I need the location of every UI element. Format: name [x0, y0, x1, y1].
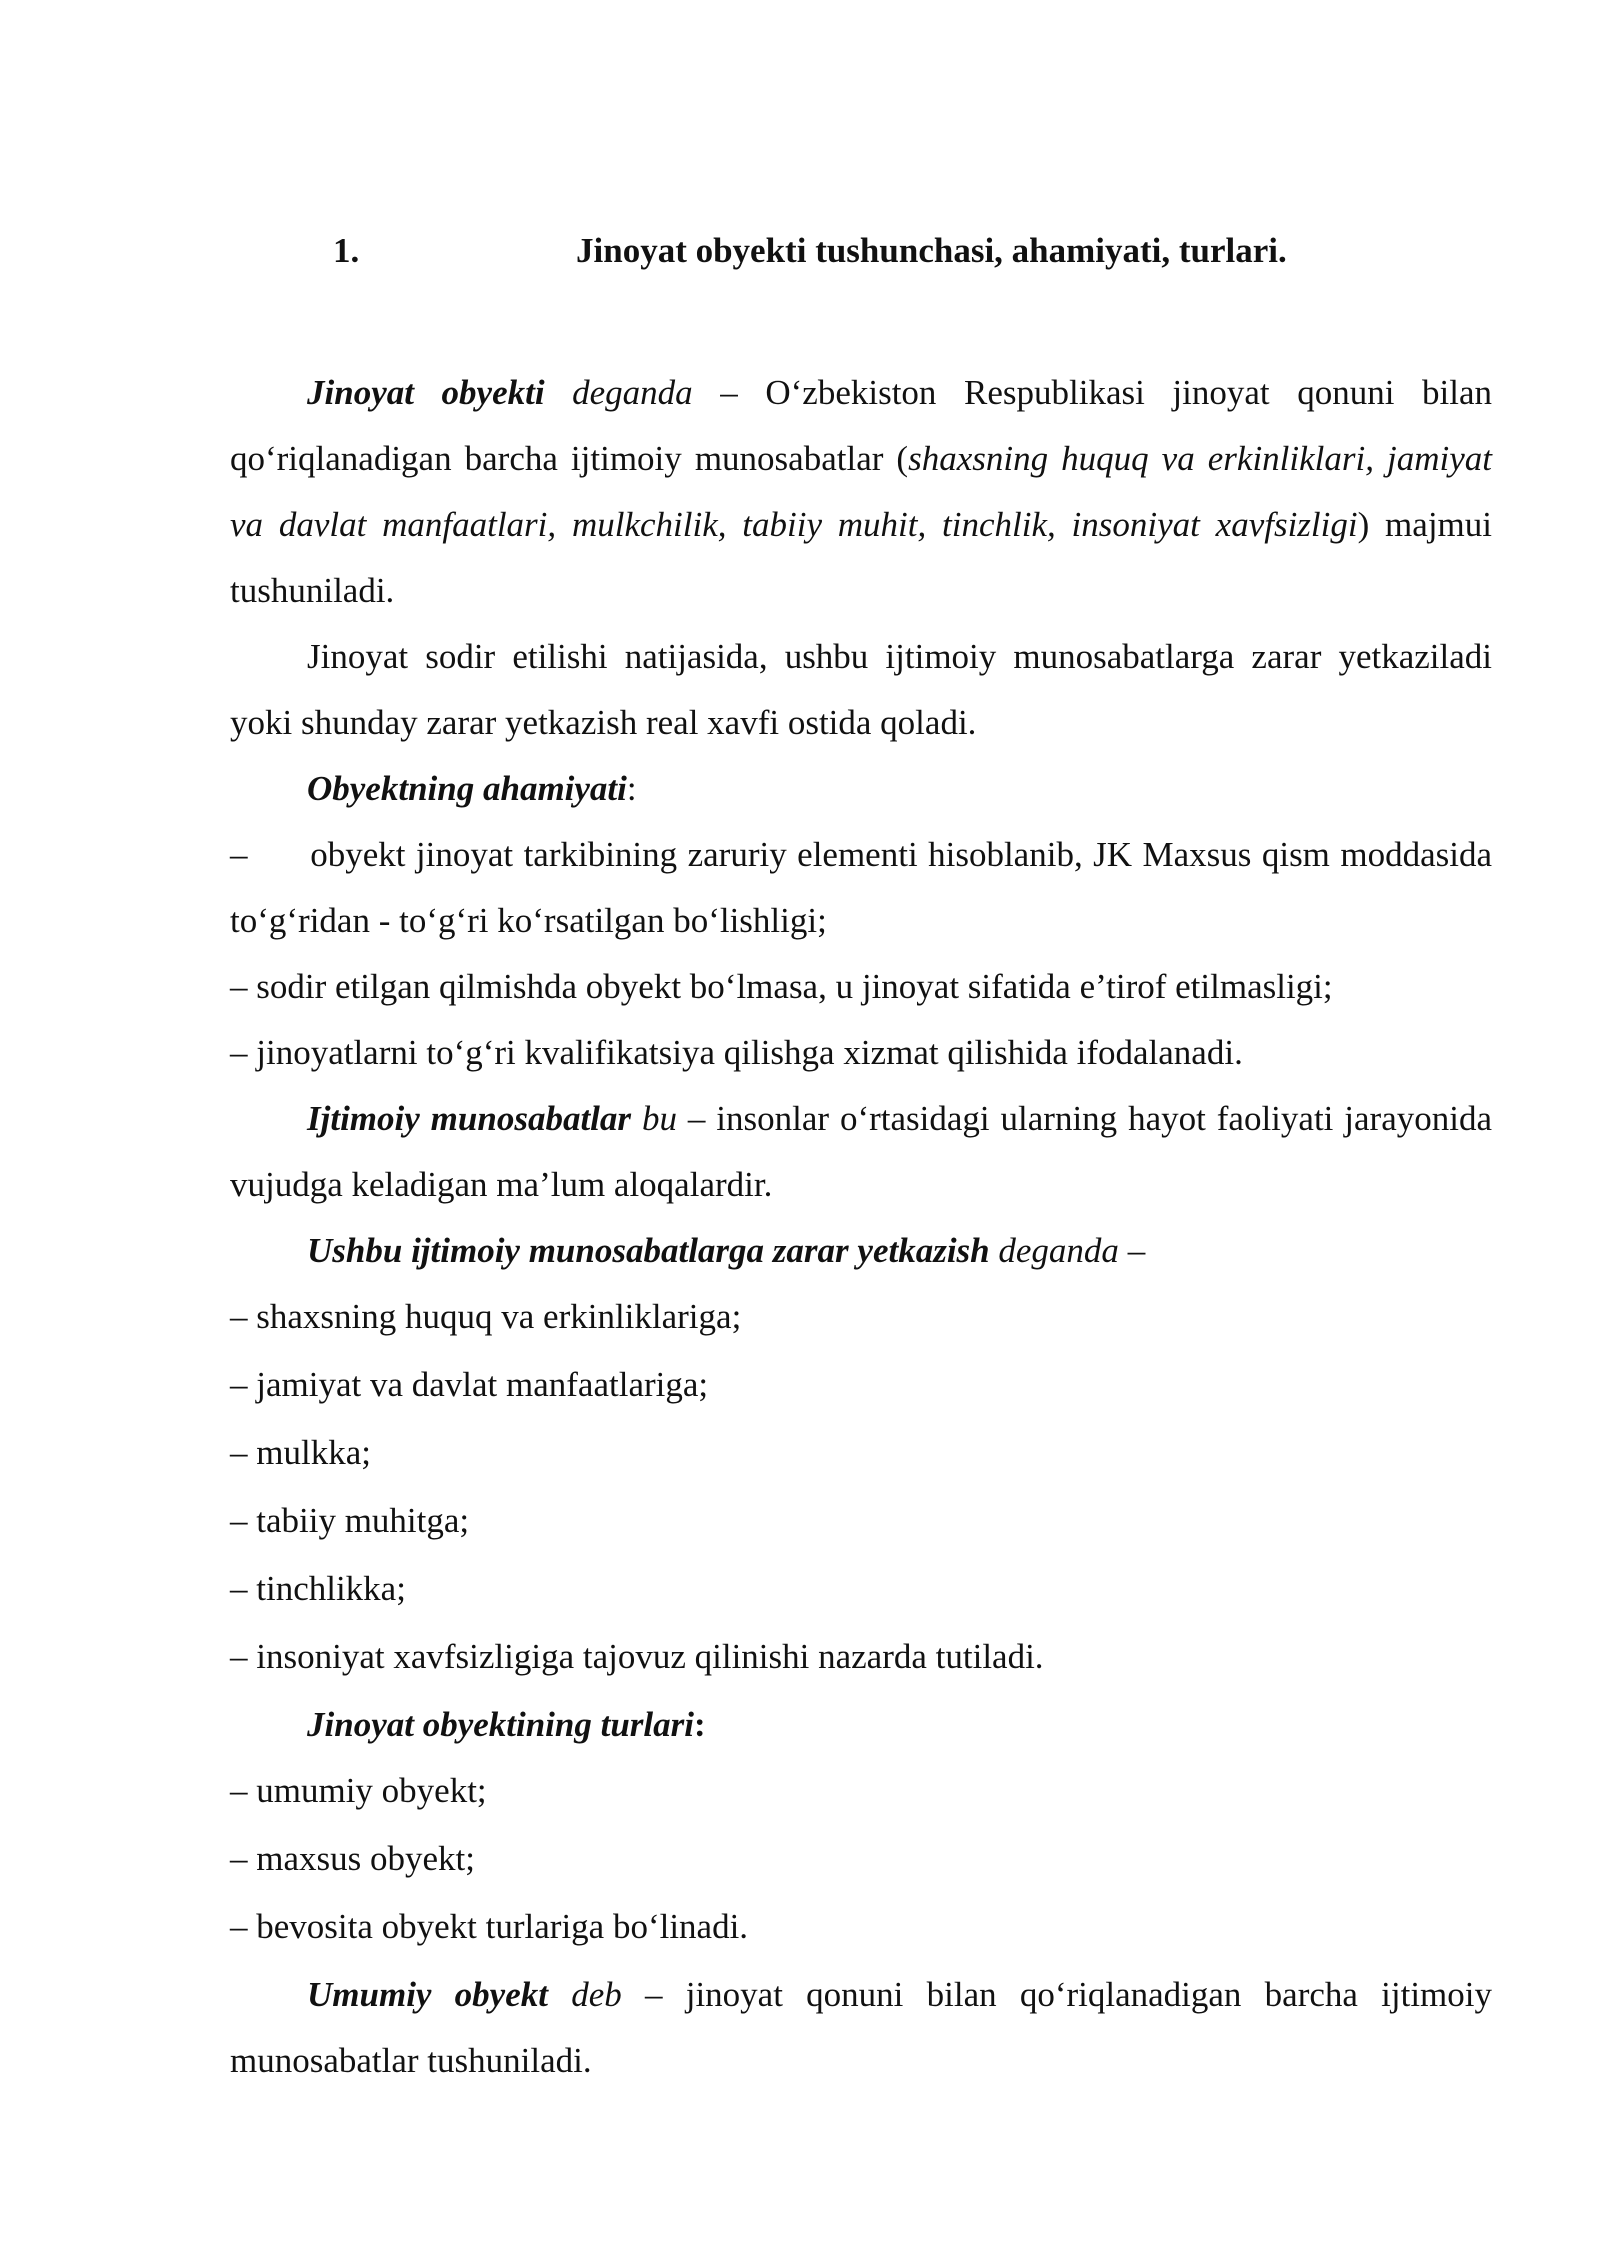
significance-heading-text: Obyektning ahamiyati [307, 769, 627, 808]
relations-term: Ijtimoiy munosabatlar [307, 1099, 632, 1138]
types-list-item: – bevosita obyekt turlariga bo‘linadi. [230, 1907, 749, 1946]
harm-term-suffix: deganda [989, 1231, 1119, 1270]
types-list-item: – maxsus obyekt; [230, 1839, 475, 1878]
harm-list-item: – tinchlikka; [230, 1569, 406, 1608]
definition-text-end: ) majmui tushuniladi. [230, 505, 1492, 610]
consequence-paragraph: Jinoyat sodir etilishi natijasida, ushbu ijtimoiy munosabatlarga zarar yetkaziladi yoki shunday zarar yetkazish real xavfi ostida qoladi. [230, 637, 1492, 742]
types-heading [230, 1692, 1492, 1758]
section-number: 1. [333, 231, 360, 270]
harm-list-item: – mulkka; [230, 1433, 371, 1472]
harm-list-item: – jamiyat va davlat manfaatlariga; [230, 1365, 709, 1404]
significance-item: – sodir etilgan qilmishda obyekt bo‘lmasa, u jinoyat sifatida e’tirof etilmasligi; [230, 967, 1333, 1006]
relations-text: – insonlar o‘rtasidagi ularning hayot faoliyati jarayonida vujudga keladigan ma’lum aloqalardir. [230, 1099, 1493, 1204]
general-object-text: – jinoyat qonuni bilan qo‘riqlanadigan barcha ijtimoiy munosabatlar tushuniladi. [230, 1975, 1492, 2080]
harm-dash: – [1118, 1231, 1146, 1270]
general-object-term: Umumiy obyekt [307, 1975, 548, 2014]
section-title: Jinoyat obyekti tushunchasi, ahamiyati, turlari. [576, 231, 1287, 270]
general-object-term-suffix: deb [547, 1975, 622, 2014]
harm-list-item: – shaxsning huquq va erkinliklariga; [230, 1297, 742, 1336]
types-list-item: – umumiy obyekt; [230, 1771, 487, 1810]
general-object-paragraph [230, 1962, 1492, 2094]
relations-term-suffix: bu [631, 1099, 677, 1138]
definition-text-start: – O‘zbekiston Respublikasi jinoyat qonuni bilan qo‘riqlanadigan barcha ijtimoiy munosabatlar ( [230, 373, 1493, 478]
harm-list-item: – insoniyat xavfsizligiga tajovuz qilinishi nazarda tutiladi. [230, 1637, 1044, 1676]
definition-term-suffix: deganda [544, 373, 693, 412]
significance-item: – jinoyatlarni to‘g‘ri kvalifikatsiya qilishga xizmat qilishida ifodalanadi. [230, 1033, 1243, 1072]
harm-list-item: – tabiiy muhitga; [230, 1501, 470, 1540]
section-heading [230, 218, 1492, 284]
significance-heading-colon: : [626, 769, 637, 808]
definition-term: Jinoyat obyekti [307, 373, 545, 412]
types-heading-colon: : [694, 1705, 706, 1744]
significance-item: – obyekt jinoyat tarkibining zaruriy elementi hisoblanib, JK Maxsus qism moddasida to‘g‘ridan - to‘g‘ri ko‘rsatilgan bo‘lishligi; [230, 835, 1501, 940]
harm-term: Ushbu ijtimoiy munosabatlarga zarar yetkazish [307, 1231, 990, 1270]
significance-heading [230, 756, 1492, 822]
harm-heading [230, 1218, 1492, 1284]
types-heading-text: Jinoyat obyektining turlari [307, 1705, 694, 1744]
document-page [230, 200, 1501, 2094]
definition-paragraph [230, 360, 1492, 624]
relations-paragraph [230, 1086, 1492, 1218]
definition-italic-list: shaxsning huquq va erkinliklari, jamiyat va davlat manfaatlari, mulkchilik, tabiiy muhit, tinchlik, insoniyat xavfsizligi [230, 439, 1492, 544]
